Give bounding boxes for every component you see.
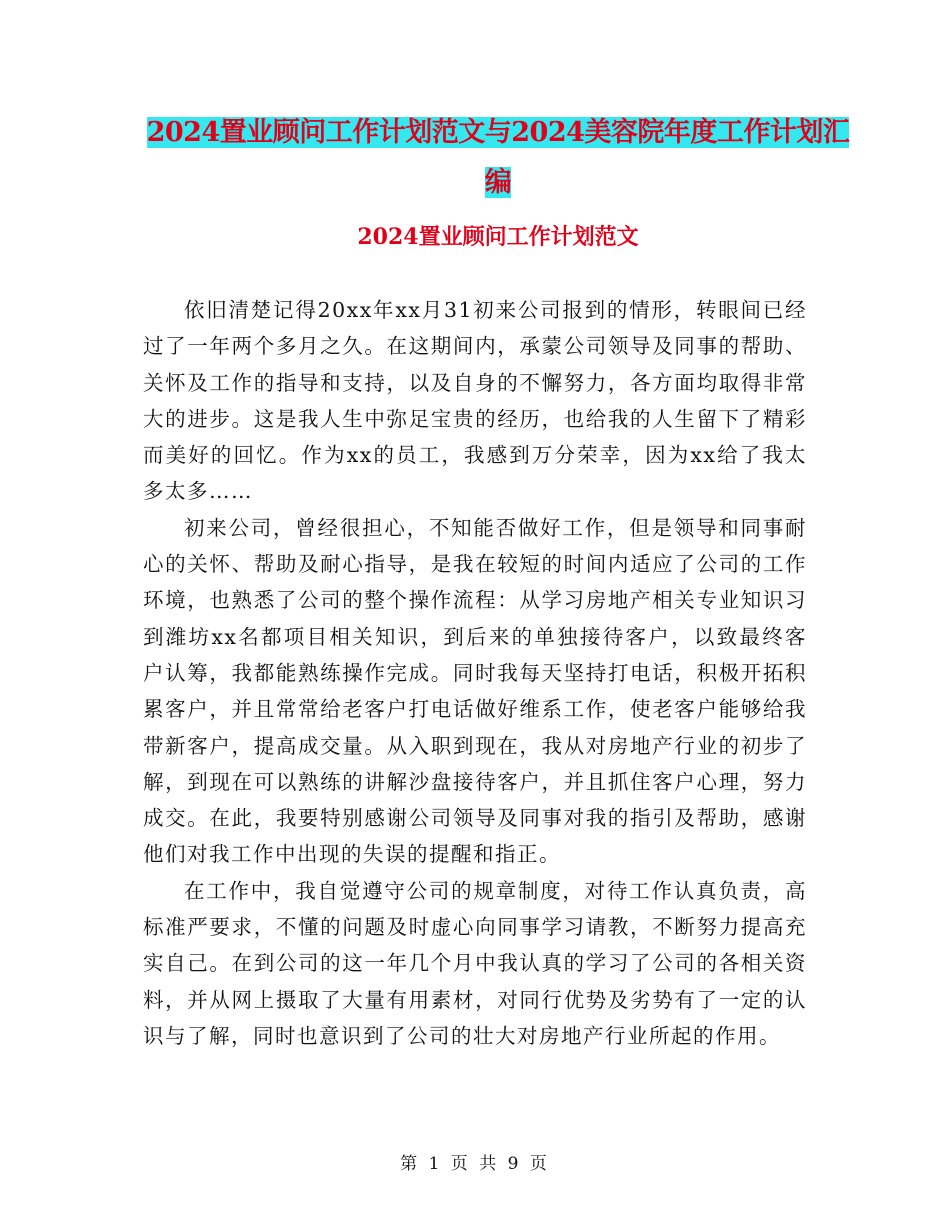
body-paragraph-1: 依旧清楚记得20xx年xx月31初来公司报到的情形，转眼间已经过了一年两个多月之久。在这期间内，承蒙公司领导及同事的帮助、关怀及工作的指导和支持，以及自身的不懈努力，各方面均取得非常大的进步。这是我人生中弥足宝贵的经历，也给我的人生留下了精彩而美好的回忆。作为xx的员工，我感到万分荣幸，因为xx给了我太多太多…… (143, 298, 807, 504)
page-footer: 第 1 页 共 9 页 (400, 1154, 550, 1174)
section-heading: 2024置业顾问工作计划范文 (357, 224, 639, 250)
document-title (140, 108, 856, 208)
body-paragraph-2: 初来公司，曾经很担心，不知能否做好工作，但是领导和同事耐心的关怀、帮助及耐心指导，是我在较短的时间内适应了公司的工作环境，也熟悉了公司的整个操作流程：从学习房地产相关专业知识习到潍坊xx名都项目相关知识，到后来的单独接待客户，以致最终客户认筹，我都能熟练操作完成。同时我每天坚持打电话，积极开拓积累客户，并且常常给老客户打电话做好维系工作，使老客户能够给我带新客户，提高成交量。从入职到现在，我从对房地产行业的初步了解，到现在可以熟练的讲解沙盘接待客户，并且抓住客户心理，努力成交。在此，我要特别感谢公司领导及同事对我的指引及帮助，感谢他们对我工作中出现的失误的提醒和指正。 (143, 515, 807, 867)
body-paragraph-3: 在工作中，我自觉遵守公司的规章制度，对待工作认真负责，高标准严要求，不懂的问题及时虚心向同事学习请教，不断努力提高充实自己。在到公司的这一年几个月中我认真的学习了公司的各相关资料，并从网上摄取了大量有用素材，对同行优势及劣势有了一定的认识与了解，同时也意识到了公司的壮大对房地产行业所起的作用。 (143, 878, 807, 1048)
document-title-highlight: 2024置业顾问工作计划范文与2024美容院年度工作计划汇编 (146, 117, 850, 198)
document-body (143, 292, 807, 1054)
